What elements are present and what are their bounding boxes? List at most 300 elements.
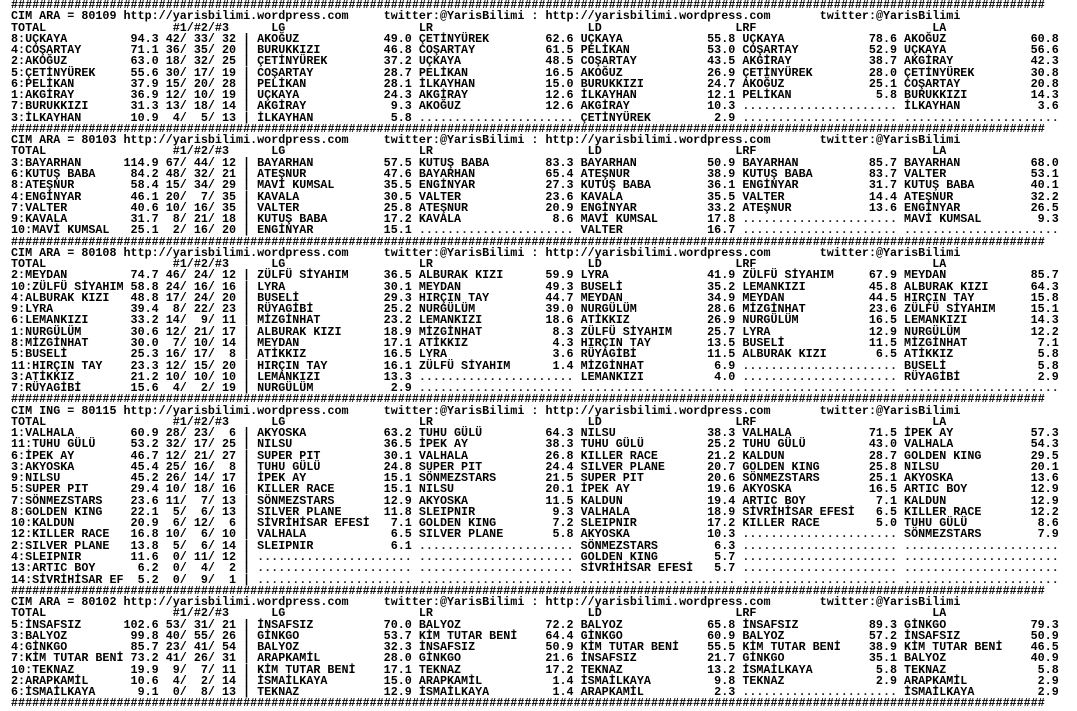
column-divider: | bbox=[236, 155, 258, 170]
race-title: CIM ING = 80115 bbox=[11, 403, 117, 418]
pick-2: 14 bbox=[193, 471, 208, 486]
lr-horse: BAYARHAN bbox=[418, 166, 476, 181]
total-score: 114.9 bbox=[123, 155, 159, 170]
lr-horse: BALYOZ bbox=[418, 617, 462, 632]
lr-horse: SLEIPNIR bbox=[418, 504, 476, 519]
pick-3: 16 bbox=[221, 279, 237, 294]
lg-empty-filler: ...................... bbox=[257, 561, 419, 576]
pick-2: 8 bbox=[200, 685, 208, 700]
lg-horse: İLKAYHAN bbox=[257, 110, 314, 125]
lrf-horse: NURGÜLÜM bbox=[742, 313, 799, 328]
lrf-empty-filler: ...................... bbox=[742, 561, 905, 576]
pick-2: 34 bbox=[193, 178, 208, 193]
lg-horse: AKYOSKA bbox=[257, 426, 307, 441]
lr-score: 17.2 bbox=[545, 662, 574, 677]
lr-empty-filler: ...................... bbox=[418, 550, 581, 565]
pick-1: 28 bbox=[165, 426, 180, 441]
slash: / bbox=[207, 200, 215, 215]
site-url: http://yarisbilimi.wordpress.com bbox=[545, 133, 771, 148]
lr-score: 12.6 bbox=[545, 99, 574, 114]
slash: / bbox=[207, 324, 215, 339]
la-score: 5.8 bbox=[1037, 347, 1059, 362]
lr-empty-filler: ...................... bbox=[418, 381, 581, 396]
lg-horse: KUTUŞ BABA bbox=[257, 212, 328, 227]
ld-score: 25.7 bbox=[707, 324, 736, 339]
pick-1: 10 bbox=[165, 482, 180, 497]
lrf-horse: AKGİRAY bbox=[742, 54, 792, 69]
slash: / bbox=[179, 178, 187, 193]
lr-horse: ÇETİNYÜREK bbox=[418, 31, 490, 46]
column-divider: | bbox=[236, 572, 258, 587]
lrf-horse: MİZGİNHAT bbox=[742, 302, 806, 317]
column-divider: | bbox=[236, 166, 258, 181]
ld-score: 6.9 bbox=[714, 358, 736, 373]
pick-2: 35 bbox=[193, 43, 208, 58]
slash: / bbox=[179, 110, 187, 125]
pick-3: 12 bbox=[221, 268, 237, 283]
slash: / bbox=[179, 685, 187, 700]
lg-empty-filler: ...................... bbox=[257, 550, 419, 565]
lr-horse: COŞARTAY bbox=[418, 43, 476, 58]
lrf-horse: GİNKGO bbox=[742, 651, 785, 666]
lrf-score: 13.6 bbox=[868, 200, 898, 215]
total-score: 58.8 bbox=[130, 279, 159, 294]
lrf-score: 67.9 bbox=[868, 268, 898, 283]
la-empty-filler: ...................... bbox=[904, 550, 1059, 565]
slash: / bbox=[207, 572, 215, 587]
slash: / bbox=[179, 223, 187, 238]
la-horse: LEMANKIZI bbox=[904, 313, 968, 328]
ld-horse: ZÜLFÜ SİYAHIM bbox=[580, 324, 672, 339]
lrf-horse: KILLER RACE bbox=[742, 516, 820, 531]
la-horse: KUTUŞ BABA bbox=[904, 178, 975, 193]
pick-2: 5 bbox=[200, 110, 208, 125]
ld-score: 2.9 bbox=[714, 110, 736, 125]
ld-horse: PELİKAN bbox=[580, 43, 630, 58]
lg-horse: ATİKKIZ bbox=[257, 347, 307, 362]
total-score: 94.3 bbox=[130, 31, 159, 46]
lrf-horse: TUHU GÜLÜ bbox=[742, 437, 806, 452]
horse-name: 10:KALDUN bbox=[11, 516, 75, 531]
total-score: 37.9 bbox=[130, 76, 159, 91]
header-ld: LD bbox=[587, 606, 602, 621]
horse-name: 14:SİVRİHİSAR EF bbox=[11, 572, 124, 587]
pick-1: 12 bbox=[165, 448, 180, 463]
total-score: 99.8 bbox=[130, 628, 159, 643]
la-horse: MİZGİNHAT bbox=[904, 335, 968, 350]
slash: / bbox=[207, 516, 215, 531]
pick-3: 26 bbox=[221, 628, 237, 643]
lg-score: 7.1 bbox=[390, 516, 412, 531]
column-divider: | bbox=[236, 673, 258, 688]
la-score: 53.1 bbox=[1030, 166, 1059, 181]
header-lg: LG bbox=[271, 144, 286, 159]
total-score: 16.8 bbox=[130, 527, 159, 542]
ld-horse: NURGÜLÜM bbox=[580, 302, 637, 317]
horse-name: 12:KILLER RACE bbox=[11, 527, 110, 542]
ld-score: 16.7 bbox=[707, 223, 736, 238]
slash: / bbox=[179, 662, 187, 677]
pick-1: 53 bbox=[165, 617, 180, 632]
horse-name: 5:ÇETİNYÜREK bbox=[11, 65, 96, 80]
slash: / bbox=[179, 617, 187, 632]
header-ld: LD bbox=[587, 257, 602, 272]
ld-horse: GOLDEN KING bbox=[580, 550, 658, 565]
la-horse: RÜYAGİBİ bbox=[904, 369, 961, 384]
column-divider: | bbox=[236, 99, 258, 114]
lrf-empty-filler: ...................... bbox=[742, 358, 905, 373]
slash: / bbox=[179, 54, 187, 69]
lr-score: 83.3 bbox=[545, 155, 574, 170]
horse-name: 7:SÖNMEZSTARS bbox=[11, 493, 103, 508]
lg-score: 35.5 bbox=[383, 178, 412, 193]
lr-horse: LYRA bbox=[418, 347, 447, 362]
lg-score: 12.9 bbox=[383, 493, 412, 508]
pick-2: 11 bbox=[193, 550, 208, 565]
horse-name: 2:ARAPKAMİL bbox=[11, 673, 89, 688]
slash: / bbox=[207, 651, 215, 666]
twitter-handle: twitter:@YarisBilimi bbox=[383, 9, 525, 24]
slash: / bbox=[207, 685, 215, 700]
total-score: 19.9 bbox=[130, 662, 159, 677]
horse-name: 3:ATİKKIZ bbox=[11, 369, 75, 384]
pick-3: 27 bbox=[221, 448, 237, 463]
ld-horse: LEMANKIZI bbox=[580, 369, 644, 384]
la-horse: VALTER bbox=[904, 166, 947, 181]
slash: / bbox=[179, 155, 187, 170]
slash: / bbox=[207, 76, 215, 91]
pick-2: 32 bbox=[193, 54, 208, 69]
lrf-horse: İSMAİLKAYA bbox=[742, 662, 813, 677]
lrf-score: 11.5 bbox=[868, 335, 898, 350]
la-horse: HIRÇIN TAY bbox=[904, 290, 975, 305]
race-title: CIM ARA = 80108 bbox=[11, 245, 117, 260]
pick-1: 6 bbox=[172, 516, 180, 531]
lr-horse: AKYOSKA bbox=[418, 493, 469, 508]
ld-horse: BURUKKIZI bbox=[580, 76, 644, 91]
race-title-line bbox=[11, 11, 1077, 22]
horse-name: 1:NURGÜLÜM bbox=[11, 324, 82, 339]
ld-score: 12.1 bbox=[707, 88, 736, 103]
lg-score: 28.1 bbox=[383, 76, 412, 91]
lrf-score: 31.7 bbox=[868, 178, 898, 193]
slash: / bbox=[207, 166, 215, 181]
pick-2: 2 bbox=[200, 673, 208, 688]
slash: / bbox=[179, 493, 187, 508]
pick-3: 14 bbox=[221, 673, 237, 688]
total-score: 23.3 bbox=[130, 358, 159, 373]
slash: / bbox=[207, 88, 215, 103]
lr-score: 8.3 bbox=[552, 324, 574, 339]
header-picks: #1/#2/#3 bbox=[172, 144, 229, 159]
lg-score: 23.2 bbox=[383, 313, 412, 328]
header-picks: #1/#2/#3 bbox=[172, 606, 229, 621]
column-divider: | bbox=[236, 347, 258, 362]
column-divider: | bbox=[236, 448, 258, 463]
pick-3: 2 bbox=[228, 561, 237, 576]
race-title-line bbox=[11, 135, 1077, 146]
la-score: 56.6 bbox=[1030, 43, 1059, 58]
pick-2: 41 bbox=[193, 640, 208, 655]
lg-horse: KİM TUTAR BENİ bbox=[257, 662, 356, 677]
column-divider: | bbox=[236, 471, 258, 486]
total-score: 5.2 bbox=[137, 572, 159, 587]
slash: / bbox=[207, 527, 215, 542]
ld-score: 41.9 bbox=[707, 268, 736, 283]
pick-3: 8 bbox=[228, 459, 237, 474]
lr-empty-filler: ...................... bbox=[418, 223, 581, 238]
ld-score: 13.5 bbox=[707, 335, 736, 350]
pick-1: 12 bbox=[165, 88, 180, 103]
lg-horse: SUPER PIT bbox=[257, 448, 321, 463]
header-lg: LG bbox=[271, 20, 286, 35]
slash: / bbox=[207, 550, 215, 565]
ld-score: 17.2 bbox=[707, 516, 736, 531]
separator-line: ################################################################################################################################################### bbox=[11, 121, 1045, 136]
twitter-handle: twitter:@YarisBilimi bbox=[819, 9, 961, 24]
lg-horse: ARAPKAMİL bbox=[257, 651, 321, 666]
slash: / bbox=[179, 459, 187, 474]
twitter-handle: twitter:@YarisBilimi bbox=[819, 403, 961, 418]
pick-1: 0 bbox=[172, 550, 180, 565]
la-horse: GOLDEN KING bbox=[904, 448, 982, 463]
lr-score: 44.7 bbox=[545, 290, 574, 305]
slash: / bbox=[207, 99, 215, 114]
pick-2: 24 bbox=[193, 290, 208, 305]
lg-score: 15.1 bbox=[383, 482, 412, 497]
lrf-score: 5.8 bbox=[875, 662, 898, 677]
pick-3: 29 bbox=[221, 178, 237, 193]
slash: / bbox=[207, 223, 215, 238]
pick-3: 20 bbox=[221, 290, 237, 305]
lr-horse: UÇKAYA bbox=[418, 54, 462, 69]
header-total: TOTAL bbox=[11, 20, 47, 35]
pick-2: 2 bbox=[200, 381, 208, 396]
lrf-empty-filler: ...................... bbox=[742, 369, 905, 384]
slash: / bbox=[207, 504, 215, 519]
la-score: 12.9 bbox=[1030, 482, 1059, 497]
lr-score: 3.6 bbox=[552, 347, 574, 362]
la-empty-filler: ...................... bbox=[904, 572, 1059, 587]
column-divider: | bbox=[236, 54, 258, 69]
lg-horse: TEKNAZ bbox=[257, 685, 300, 700]
ld-horse: UÇKAYA bbox=[580, 31, 623, 46]
pick-3: 17 bbox=[221, 471, 237, 486]
lg-score: 9.3 bbox=[390, 99, 412, 114]
ld-score: 11.5 bbox=[707, 347, 736, 362]
column-divider: | bbox=[236, 290, 258, 305]
pick-3: 19 bbox=[221, 88, 237, 103]
lr-score: 12.6 bbox=[545, 88, 574, 103]
horse-name: 9:LYRA bbox=[11, 302, 54, 317]
pick-1: 40 bbox=[165, 628, 180, 643]
column-divider: | bbox=[236, 550, 258, 565]
column-divider: | bbox=[236, 516, 258, 531]
ld-score: 34.9 bbox=[707, 290, 736, 305]
column-divider: | bbox=[236, 538, 258, 553]
slash: / bbox=[179, 358, 187, 373]
ld-score: 24.7 bbox=[707, 76, 736, 91]
site-url: http://yarisbilimi.wordpress.com bbox=[545, 595, 771, 610]
total-score: 73.2 bbox=[130, 651, 159, 666]
la-score: 79.3 bbox=[1030, 617, 1059, 632]
ld-score: 35.2 bbox=[707, 279, 736, 294]
pick-1: 26 bbox=[165, 471, 180, 486]
pick-2: 21 bbox=[193, 448, 208, 463]
horse-name: 10:TEKNAZ bbox=[11, 662, 75, 677]
la-horse: BALYOZ bbox=[904, 651, 947, 666]
ld-horse: LYRA bbox=[580, 268, 609, 283]
total-score: 39.4 bbox=[130, 302, 159, 317]
lrf-horse: AKOĞUZ bbox=[742, 76, 785, 91]
pick-1: 5 bbox=[172, 538, 180, 553]
lr-score: 72.2 bbox=[545, 617, 574, 632]
lr-score: 20.1 bbox=[545, 482, 574, 497]
pick-3: 14 bbox=[221, 538, 237, 553]
pick-1: 0 bbox=[172, 572, 180, 587]
column-divider: | bbox=[236, 335, 258, 350]
pick-1: 42 bbox=[165, 31, 180, 46]
lg-horse: BALYOZ bbox=[257, 640, 300, 655]
lg-horse: BUSELİ bbox=[257, 290, 300, 305]
lrf-score: 38.7 bbox=[868, 54, 898, 69]
pick-2: 24 bbox=[193, 268, 208, 283]
lg-score: 13.3 bbox=[383, 369, 412, 384]
lrf-horse: ALBURAK KIZI bbox=[742, 347, 827, 362]
lg-score: 63.2 bbox=[383, 426, 412, 441]
lg-horse: RÜYAGİBİ bbox=[257, 302, 314, 317]
horse-name: 11:HIRÇIN TAY bbox=[11, 358, 103, 373]
lrf-horse: ATEŞNUR bbox=[742, 200, 792, 215]
lg-horse: BAYARHAN bbox=[257, 155, 314, 170]
slash: / bbox=[179, 324, 187, 339]
lr-score: 5.8 bbox=[552, 527, 574, 542]
lr-horse: ATİKKIZ bbox=[418, 335, 469, 350]
lrf-score: 85.7 bbox=[868, 155, 898, 170]
header-lg: LG bbox=[271, 606, 286, 621]
lr-score: 9.3 bbox=[552, 504, 574, 519]
la-empty-filler: ...................... bbox=[904, 561, 1059, 576]
slash: / bbox=[207, 640, 215, 655]
horse-name: 10:ZÜLFÜ SİYAHIM bbox=[11, 279, 124, 294]
total-score: 36.9 bbox=[130, 88, 159, 103]
race-title: CIM ARA = 80102 bbox=[11, 595, 117, 610]
lrf-score: 25.1 bbox=[868, 76, 898, 91]
ld-horse: MİZGİNHAT bbox=[580, 358, 644, 373]
ld-horse: ENGİNYAR bbox=[580, 200, 637, 215]
column-divider: | bbox=[236, 369, 258, 384]
lrf-score: 38.9 bbox=[868, 640, 898, 655]
pick-2: 18 bbox=[193, 482, 208, 497]
slash: / bbox=[207, 381, 215, 396]
column-divider: | bbox=[236, 212, 258, 227]
slash: / bbox=[179, 527, 187, 542]
horse-name: 2:AKOĞUZ bbox=[11, 54, 68, 69]
lr-score: 1.4 bbox=[552, 358, 574, 373]
horse-name: 7:KİM TUTAR BENİ bbox=[11, 651, 124, 666]
column-divider: | bbox=[236, 628, 258, 643]
column-divider: | bbox=[236, 426, 258, 441]
pick-1: 13 bbox=[165, 99, 180, 114]
header-total: TOTAL bbox=[11, 606, 47, 621]
pick-3: 54 bbox=[221, 640, 237, 655]
ld-score: 21.2 bbox=[707, 448, 736, 463]
separator-line: ################################################################################################################################################### bbox=[11, 234, 1045, 249]
horse-name: 4:SLEIPNIR bbox=[11, 550, 82, 565]
header-lr: LR bbox=[418, 144, 433, 159]
pick-3: 19 bbox=[221, 381, 237, 396]
total-score: 58.4 bbox=[130, 178, 159, 193]
slash: / bbox=[207, 347, 215, 362]
ld-horse: VALTER bbox=[580, 223, 623, 238]
lrf-horse: COŞARTAY bbox=[742, 43, 799, 58]
la-empty-filler: ...................... bbox=[904, 538, 1059, 553]
lr-horse: NILSU bbox=[418, 482, 455, 497]
la-score: 7.1 bbox=[1037, 335, 1059, 350]
ld-score: 55.5 bbox=[707, 640, 736, 655]
pick-3: 20 bbox=[221, 358, 237, 373]
column-divider: | bbox=[236, 504, 258, 519]
pick-3: 12 bbox=[221, 550, 237, 565]
la-score: 29.5 bbox=[1030, 448, 1059, 463]
lr-score: 7.2 bbox=[552, 516, 574, 531]
lg-horse: NURGÜLÜM bbox=[257, 381, 314, 396]
lr-horse: SUPER PIT bbox=[418, 459, 483, 474]
lrf-horse: ARTIC BOY bbox=[742, 493, 806, 508]
la-horse: KILLER RACE bbox=[904, 504, 982, 519]
pick-1: 67 bbox=[165, 155, 180, 170]
lrf-score: 5.0 bbox=[875, 516, 898, 531]
lg-horse: LYRA bbox=[257, 279, 286, 294]
pick-3: 13 bbox=[221, 493, 237, 508]
lr-score: 64.3 bbox=[545, 426, 574, 441]
ld-score: 26.9 bbox=[707, 65, 736, 80]
pick-3: 11 bbox=[221, 313, 237, 328]
lr-score: 48.5 bbox=[545, 54, 574, 69]
lg-score: 46.8 bbox=[383, 43, 412, 58]
header-lrf: LRF bbox=[735, 257, 757, 272]
lg-horse: SİVRİHİSAR EFESİ bbox=[257, 516, 370, 531]
ld-horse: KALDUN bbox=[580, 493, 623, 508]
slash: / bbox=[207, 279, 215, 294]
total-score: 9.1 bbox=[137, 685, 159, 700]
lg-score: 25.2 bbox=[383, 302, 412, 317]
pick-2: 33 bbox=[193, 31, 208, 46]
pick-2: 9 bbox=[200, 313, 208, 328]
pick-3: 12 bbox=[221, 155, 237, 170]
slash: / bbox=[179, 212, 187, 227]
pick-1: 4 bbox=[172, 381, 180, 396]
pick-2: 4 bbox=[200, 561, 208, 576]
la-score: 3.6 bbox=[1037, 99, 1059, 114]
pick-3: 21 bbox=[221, 166, 237, 181]
lg-score: 70.0 bbox=[383, 617, 412, 632]
separator-colon: : bbox=[531, 9, 539, 24]
lrf-score: 16.5 bbox=[868, 482, 898, 497]
la-score: 68.0 bbox=[1030, 155, 1059, 170]
lr-score: 27.3 bbox=[545, 178, 574, 193]
la-score: 46.5 bbox=[1030, 640, 1059, 655]
slash: / bbox=[179, 504, 187, 519]
lr-score: 24.4 bbox=[545, 459, 574, 474]
ld-score: 20.6 bbox=[707, 471, 736, 486]
total-score: 84.2 bbox=[130, 166, 159, 181]
la-score: 60.8 bbox=[1030, 31, 1059, 46]
horse-name: 7:RÜYAGİBİ bbox=[11, 381, 82, 396]
la-score: 30.8 bbox=[1030, 65, 1059, 80]
total-score: 53.2 bbox=[130, 437, 159, 452]
lg-score: 17.1 bbox=[383, 335, 412, 350]
